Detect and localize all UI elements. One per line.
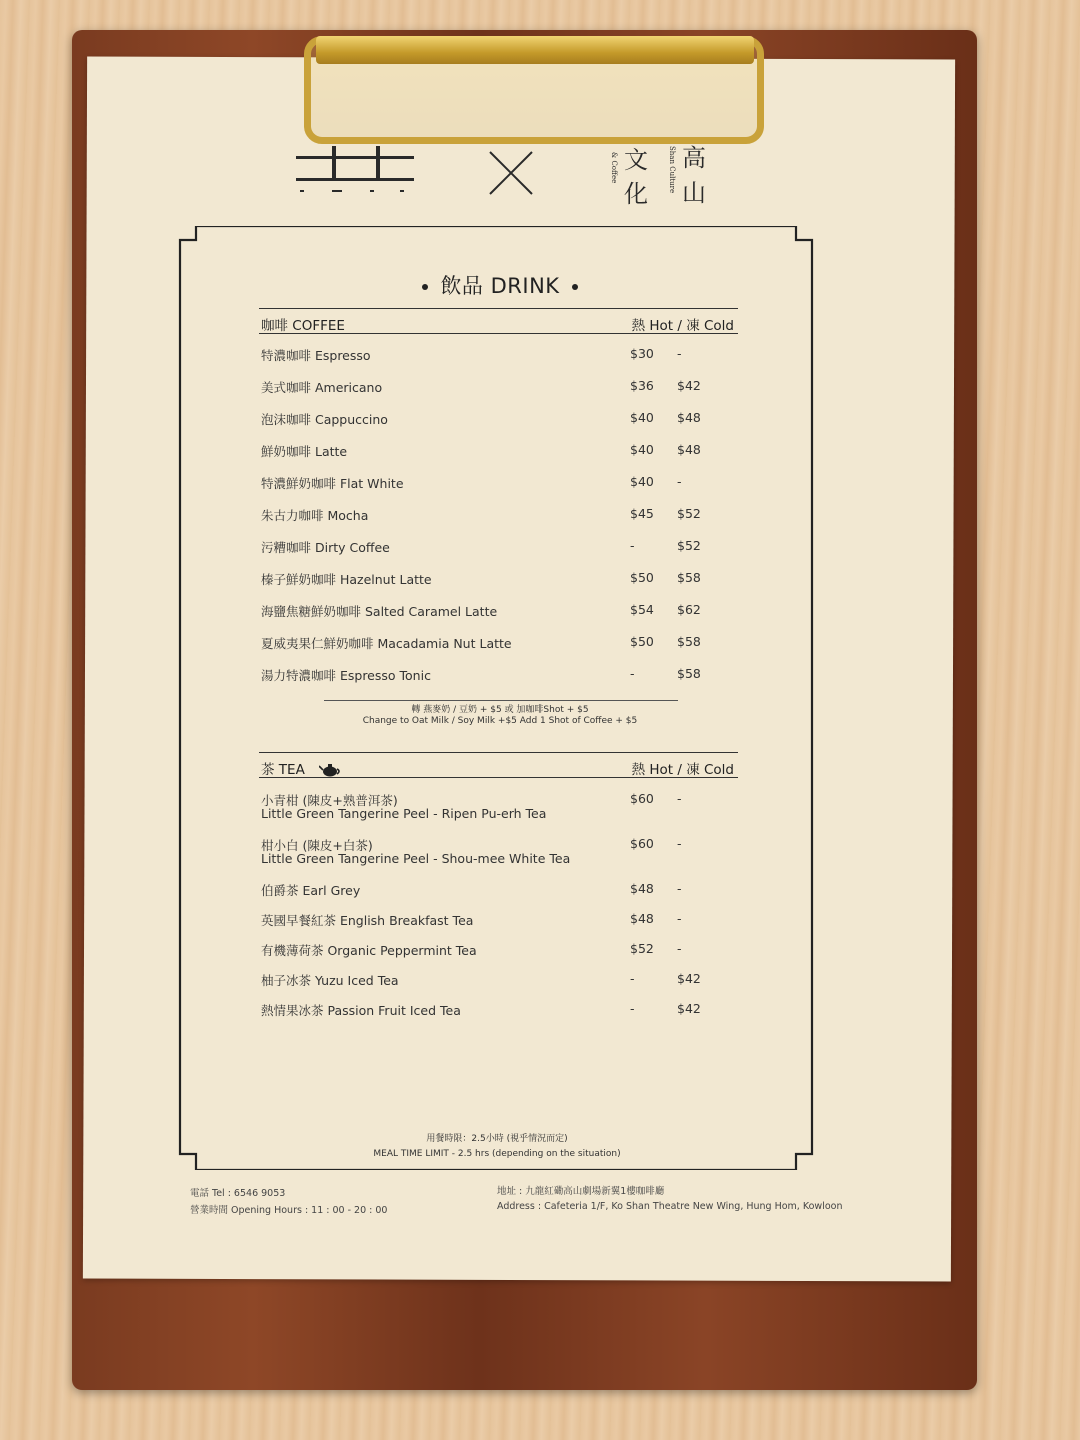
coffee-item-cold-price: $48 xyxy=(677,410,701,425)
coffee-header-label: 咖啡 COFFEE xyxy=(261,318,345,334)
coffee-item-cold-price: - xyxy=(677,474,682,489)
coffee-note-zh: 轉 燕麥奶 / 豆奶 + $5 或 加咖啡Shot + $5 xyxy=(411,705,589,715)
coffee-note xyxy=(300,705,700,727)
tea-item-hot-price: $60 xyxy=(630,836,654,851)
logo-vertical-en1: Shan Culture xyxy=(668,146,676,194)
menu-title-text: 飲品 DRINK xyxy=(440,274,560,298)
logo-char-gaoshan: 高山 xyxy=(682,144,706,207)
tea-item-hot-price: $48 xyxy=(630,881,654,896)
coffee-item-cold-price: $52 xyxy=(677,506,701,521)
coffee-item-cold-price: $58 xyxy=(677,634,701,649)
coffee-item-cold-price: $58 xyxy=(677,666,701,681)
coffee-item-hot-price: $50 xyxy=(630,570,654,585)
metal-clip-bar xyxy=(316,36,754,64)
coffee-item-hot-price: $40 xyxy=(630,474,654,489)
title-dot-left xyxy=(422,284,428,290)
coffee-section-header xyxy=(259,308,738,334)
tea-item-name: 小青柑 (陳皮+熟普洱茶) xyxy=(261,793,398,808)
coffee-item-cold-price: - xyxy=(677,346,682,361)
tea-item-name: 熱情果冰茶 Passion Fruit Iced Tea xyxy=(261,1003,461,1018)
coffee-item-name: 朱古力咖啡 Mocha xyxy=(261,508,369,523)
footer-hours: 營業時間 Opening Hours : 11 : 00 - 20 : 00 xyxy=(190,1205,388,1216)
tea-item-hot-price: $48 xyxy=(630,911,654,926)
coffee-item-name: 鮮奶咖啡 Latte xyxy=(261,444,348,459)
tea-header-label-wrap xyxy=(261,758,341,778)
tea-item-cold-price: - xyxy=(677,911,682,926)
tea-header-label: 茶 TEA xyxy=(261,762,305,778)
teapot-icon xyxy=(319,763,341,777)
tea-item-cold-price: - xyxy=(677,881,682,896)
tea-header-columns: 熱 Hot / 凍 Cold xyxy=(631,762,734,778)
tea-item-cold-price: - xyxy=(677,791,682,806)
coffee-item-name: 榛子鮮奶咖啡 Hazelnut Latte xyxy=(261,572,432,587)
meal-limit-en: MEAL TIME LIMIT - 2.5 hrs (depending on the situation) xyxy=(373,1149,621,1159)
coffee-item-name: 特濃咖啡 Espresso xyxy=(261,348,371,363)
coffee-item-name: 污糟咖啡 Dirty Coffee xyxy=(261,540,390,555)
coffee-item-cold-price: $52 xyxy=(677,538,701,553)
coffee-item-name: 泡沫咖啡 Cappuccino xyxy=(261,412,388,427)
meal-limit-zh: 用餐時限：2.5小時 (視乎情況而定) xyxy=(426,1134,568,1144)
logo-char-wen: 文 xyxy=(624,146,648,174)
coffee-item-hot-price: - xyxy=(630,538,635,553)
collab-x-icon xyxy=(488,150,534,196)
coffee-item-hot-price: $50 xyxy=(630,634,654,649)
coffee-note-en: Change to Oat Milk / Soy Milk +$5 Add 1 Shot of Coffee + $5 xyxy=(362,716,638,726)
tea-item-hot-price: - xyxy=(630,1001,635,1016)
brand-logo-left xyxy=(296,146,416,196)
coffee-item-name: 海鹽焦糖鮮奶咖啡 Salted Caramel Latte xyxy=(261,604,498,619)
tea-item-name: 有機薄荷茶 Organic Peppermint Tea xyxy=(261,943,477,958)
coffee-item-hot-price: $40 xyxy=(630,410,654,425)
tea-item-name-en: Little Green Tangerine Peel - Ripen Pu-erh Tea xyxy=(261,806,547,821)
tea-item-hot-price: $60 xyxy=(630,791,654,806)
footer-address-en: Address : Cafeteria 1/F, Ko Shan Theatre New Wing, Hung Hom, Kowloon xyxy=(497,1201,843,1212)
tea-item-cold-price: - xyxy=(677,941,682,956)
logo-char-hua: 化 xyxy=(624,180,648,208)
coffee-item-hot-price: - xyxy=(630,666,635,681)
menu-frame xyxy=(176,226,818,1170)
coffee-item-hot-price: $30 xyxy=(630,346,654,361)
coffee-item-hot-price: $40 xyxy=(630,442,654,457)
coffee-item-cold-price: $48 xyxy=(677,442,701,457)
tea-item-name: 伯爵茶 Earl Grey xyxy=(261,883,361,898)
coffee-item-name: 特濃鮮奶咖啡 Flat White xyxy=(261,476,404,491)
menu-title xyxy=(176,270,824,300)
coffee-item-cold-price: $42 xyxy=(677,378,701,393)
coffee-item-cold-price: $62 xyxy=(677,602,701,617)
coffee-note-divider xyxy=(324,700,678,701)
title-dot-right xyxy=(572,284,578,290)
tea-section-header xyxy=(259,752,738,778)
tea-item-name: 英國早餐紅茶 English Breakfast Tea xyxy=(261,913,474,928)
tea-item-name: 柑小白 (陳皮+白茶) xyxy=(261,838,373,853)
tea-item-hot-price: - xyxy=(630,971,635,986)
footer-tel: 電話 Tel : 6546 9053 xyxy=(190,1188,286,1199)
coffee-item-hot-price: $54 xyxy=(630,602,654,617)
tea-item-cold-price: $42 xyxy=(677,971,701,986)
coffee-item-hot-price: $45 xyxy=(630,506,654,521)
tea-item-cold-price: $42 xyxy=(677,1001,701,1016)
coffee-header-columns: 熱 Hot / 凍 Cold xyxy=(631,318,734,334)
coffee-item-hot-price: $36 xyxy=(630,378,654,393)
logo-vertical-en2: & Coffee xyxy=(610,152,618,184)
coffee-item-name: 美式咖啡 Americano xyxy=(261,380,383,395)
tea-item-name: 柚子冰茶 Yuzu Iced Tea xyxy=(261,973,399,988)
coffee-item-name: 湯力特濃咖啡 Espresso Tonic xyxy=(261,668,431,683)
coffee-item-name: 夏威夷果仁鮮奶咖啡 Macadamia Nut Latte xyxy=(261,636,512,651)
tea-item-hot-price: $52 xyxy=(630,941,654,956)
coffee-item-cold-price: $58 xyxy=(677,570,701,585)
tea-item-cold-price: - xyxy=(677,836,682,851)
tea-item-name-en: Little Green Tangerine Peel - Shou-mee White Tea xyxy=(261,851,571,866)
footer-address-zh: 地址 : 九龍紅磡高山劇場新翼1樓咖啡廳 xyxy=(497,1186,665,1197)
